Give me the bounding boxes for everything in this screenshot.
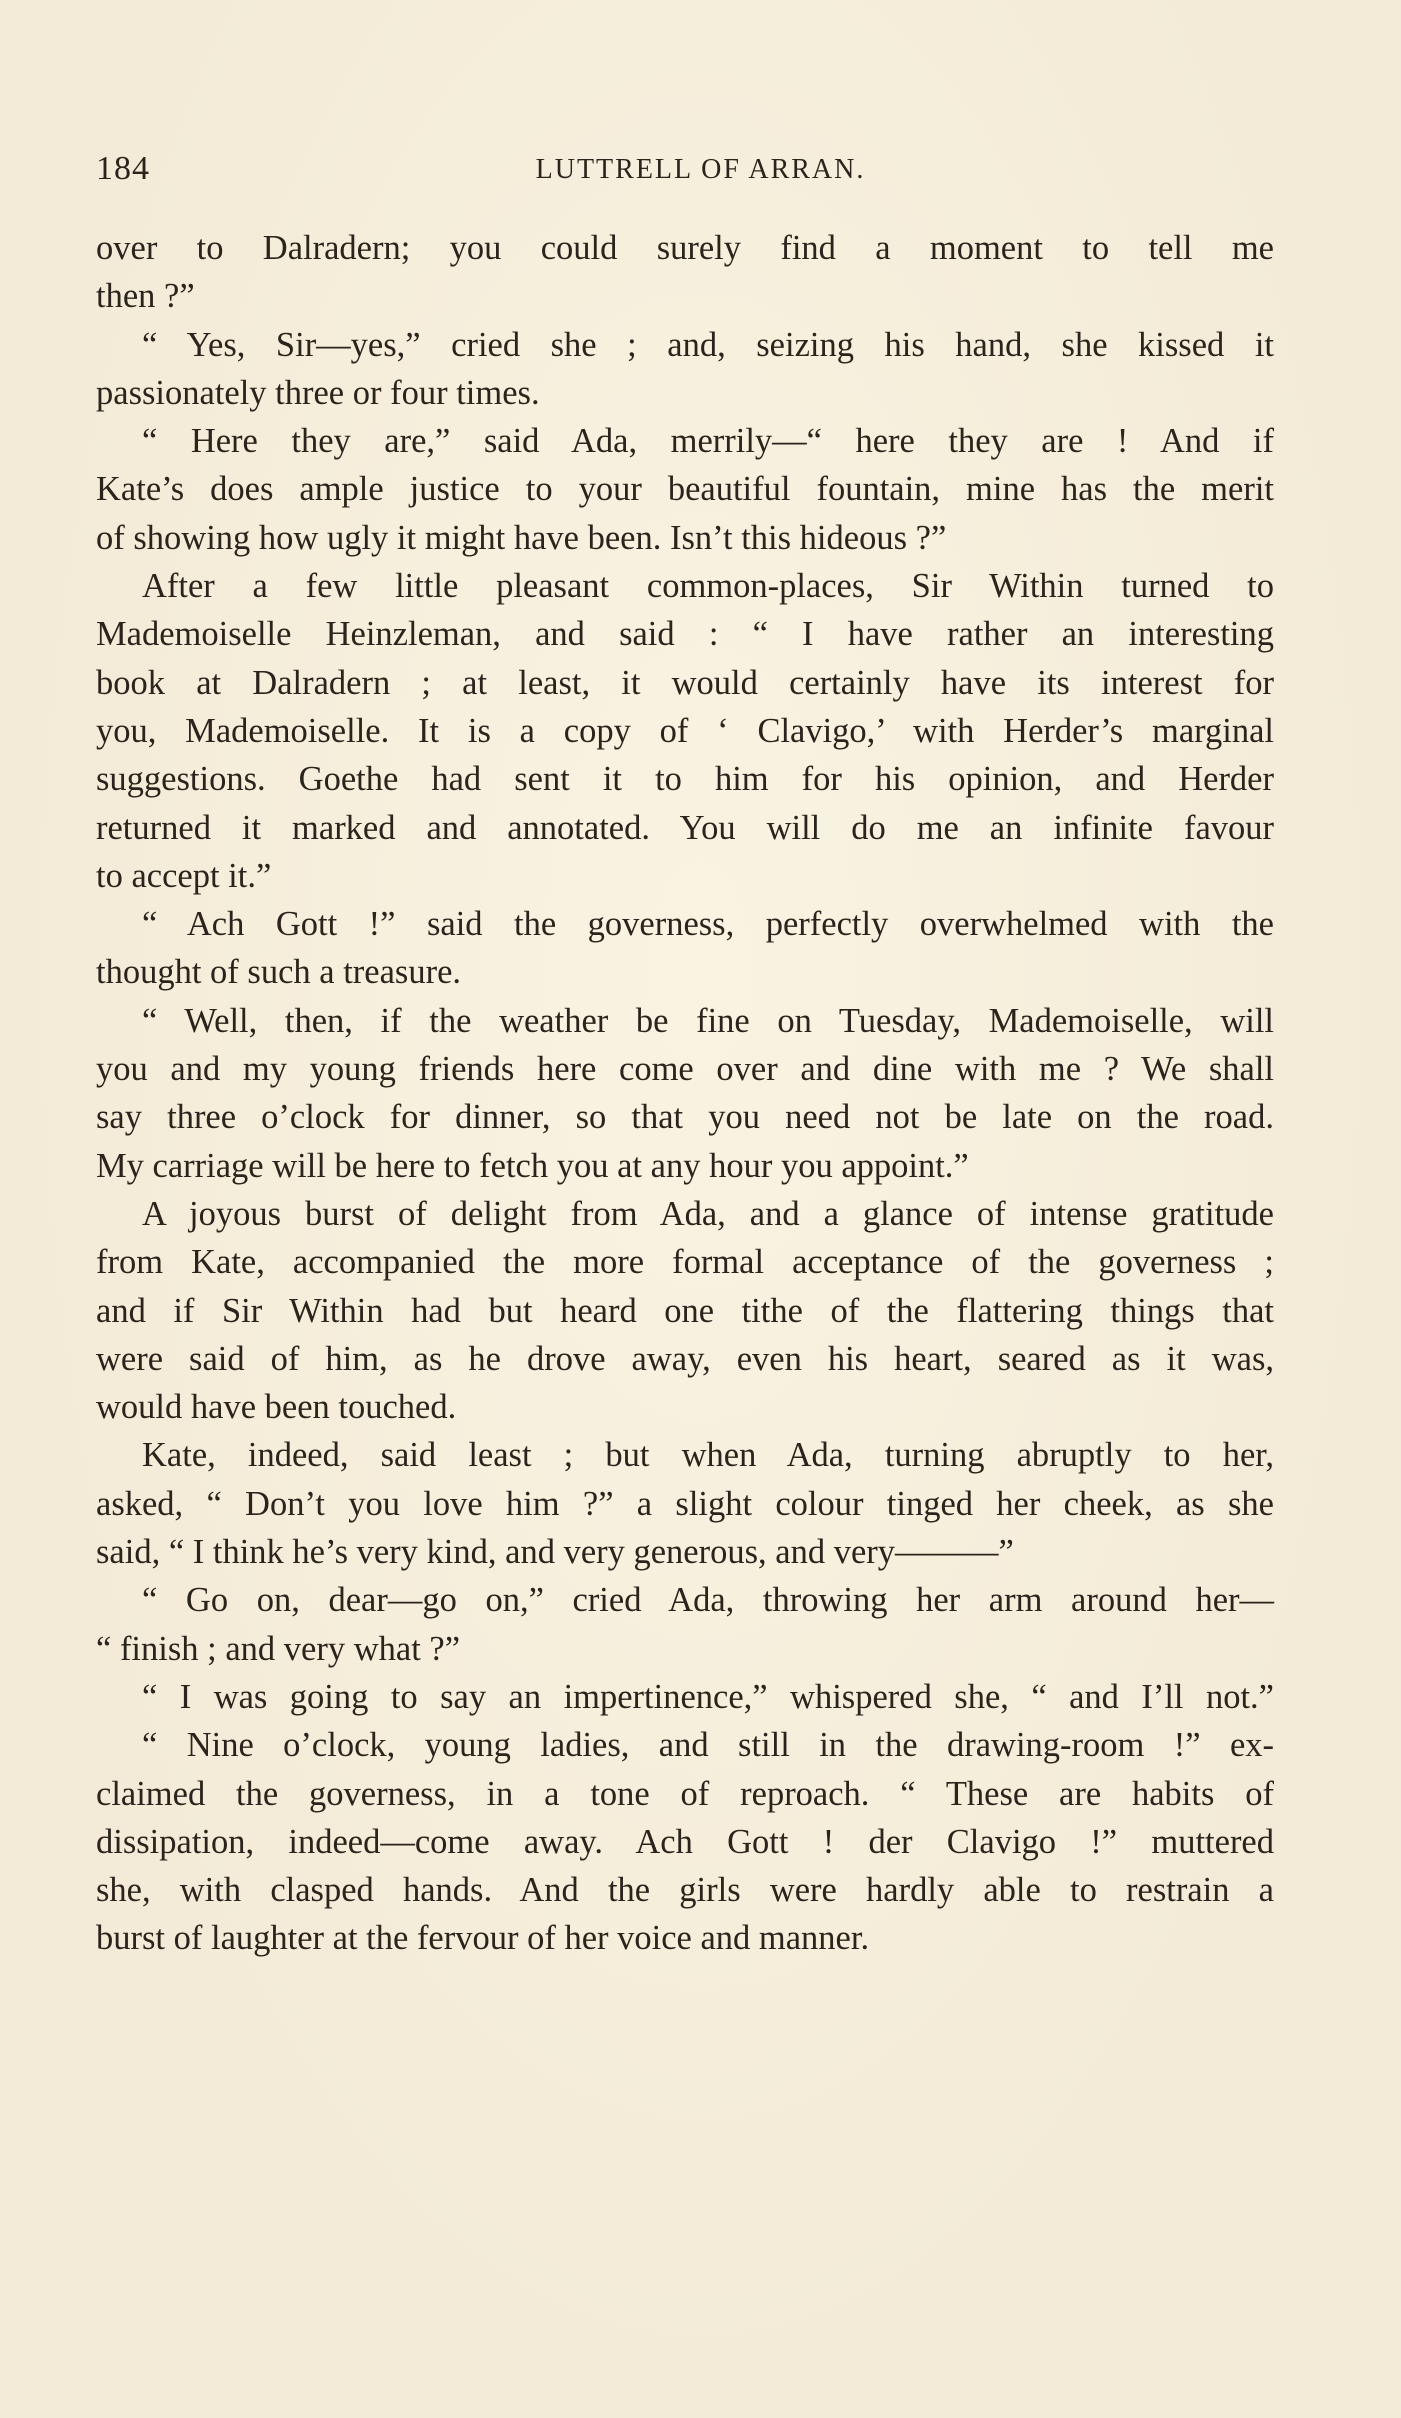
text-line: you, Mademoiselle. It is a copy of ‘ Clavigo,’ with Herder’s marginal	[96, 711, 1274, 750]
text-line: she, with clasped hands. And the girls were hardly able to restrain a	[96, 1871, 1274, 1910]
text-line: you and my young friends here come over and dine with me ? We shall	[96, 1050, 1274, 1089]
running-title: LUTTRELL OF ARRAN.	[535, 154, 866, 185]
text-line: said, “ I think he’s very kind, and very generous, and very———”	[96, 1533, 1014, 1572]
text-line: “ Go on, dear—go on,” cried Ada, throwing her arm around her—	[142, 1581, 1274, 1620]
text-line: After a few little pleasant common-places, Sir Within turned to	[142, 567, 1274, 606]
text-line: to accept it.”	[96, 856, 272, 895]
text-line: asked, “ Don’t you love him ?” a slight colour tinged her cheek, as she	[96, 1484, 1274, 1523]
text-line: say three o’clock for dinner, so that you need not be late on the road.	[96, 1098, 1274, 1137]
text-line: “ Here they are,” said Ada, merrily—“ here they are ! And if	[142, 422, 1274, 461]
text-line: over to Dalradern; you could surely find a moment to tell me	[96, 229, 1274, 267]
text-line: from Kate, accompanied the more formal acceptance of the governess ;	[96, 1243, 1274, 1282]
text-line: “ Well, then, if the weather be fine on Tuesday, Mademoiselle, will	[142, 1001, 1274, 1040]
text-line: passionately three or four times.	[96, 373, 540, 412]
text-line: A joyous burst of delight from Ada, and a glance of intense gratitude	[142, 1194, 1274, 1233]
text-line: thought of such a treasure.	[96, 953, 462, 992]
text-line: “ Nine o’clock, young ladies, and still in the drawing-room !” ex-	[142, 1726, 1274, 1765]
text-line: suggestions. Goethe had sent it to him for his opinion, and Herder	[96, 760, 1274, 799]
text-line: Kate, indeed, said least ; but when Ada, turning abruptly to her,	[142, 1436, 1274, 1475]
text-line: Mademoiselle Heinzleman, and said : “ I have rather an interesting	[96, 615, 1274, 654]
text-line: returned it marked and annotated. You will do me an infinite favour	[96, 808, 1274, 847]
text-line: claimed the governess, in a tone of reproach. “ These are habits of	[96, 1774, 1274, 1813]
text-line: “ Ach Gott !” said the governess, perfectly overwhelmed with the	[142, 905, 1274, 944]
text-line: burst of laughter at the fervour of her voice and manner.	[96, 1919, 870, 1958]
body-text	[96, 224, 1274, 1963]
text-line: “ I was going to say an impertinence,” whispered she, “ and I’ll not.”	[142, 1677, 1274, 1716]
text-line: Kate’s does ample justice to your beautiful fountain, mine has the merit	[96, 470, 1274, 509]
text-line: would have been touched.	[96, 1388, 457, 1427]
text-line: book at Dalradern ; at least, it would certainly have its interest for	[96, 663, 1274, 702]
text-line: My carriage will be here to fetch you at any hour you appoint.”	[96, 1146, 969, 1185]
text-line: and if Sir Within had but heard one tithe of the flattering things that	[96, 1291, 1274, 1330]
text-line: then ?”	[96, 277, 195, 316]
text-line: dissipation, indeed—come away. Ach Gott ! der Clavigo !” muttered	[96, 1822, 1274, 1861]
text-line: were said of him, as he drove away, even his heart, seared as it was,	[96, 1339, 1274, 1378]
text-line: “ finish ; and very what ?”	[96, 1629, 461, 1668]
text-line: of showing how ugly it might have been. Isn’t this hideous ?”	[96, 518, 947, 557]
text-line: “ Yes, Sir—yes,” cried she ; and, seizing his hand, she kissed it	[142, 325, 1274, 364]
running-head	[96, 150, 1305, 200]
page-number: 184	[96, 150, 150, 187]
